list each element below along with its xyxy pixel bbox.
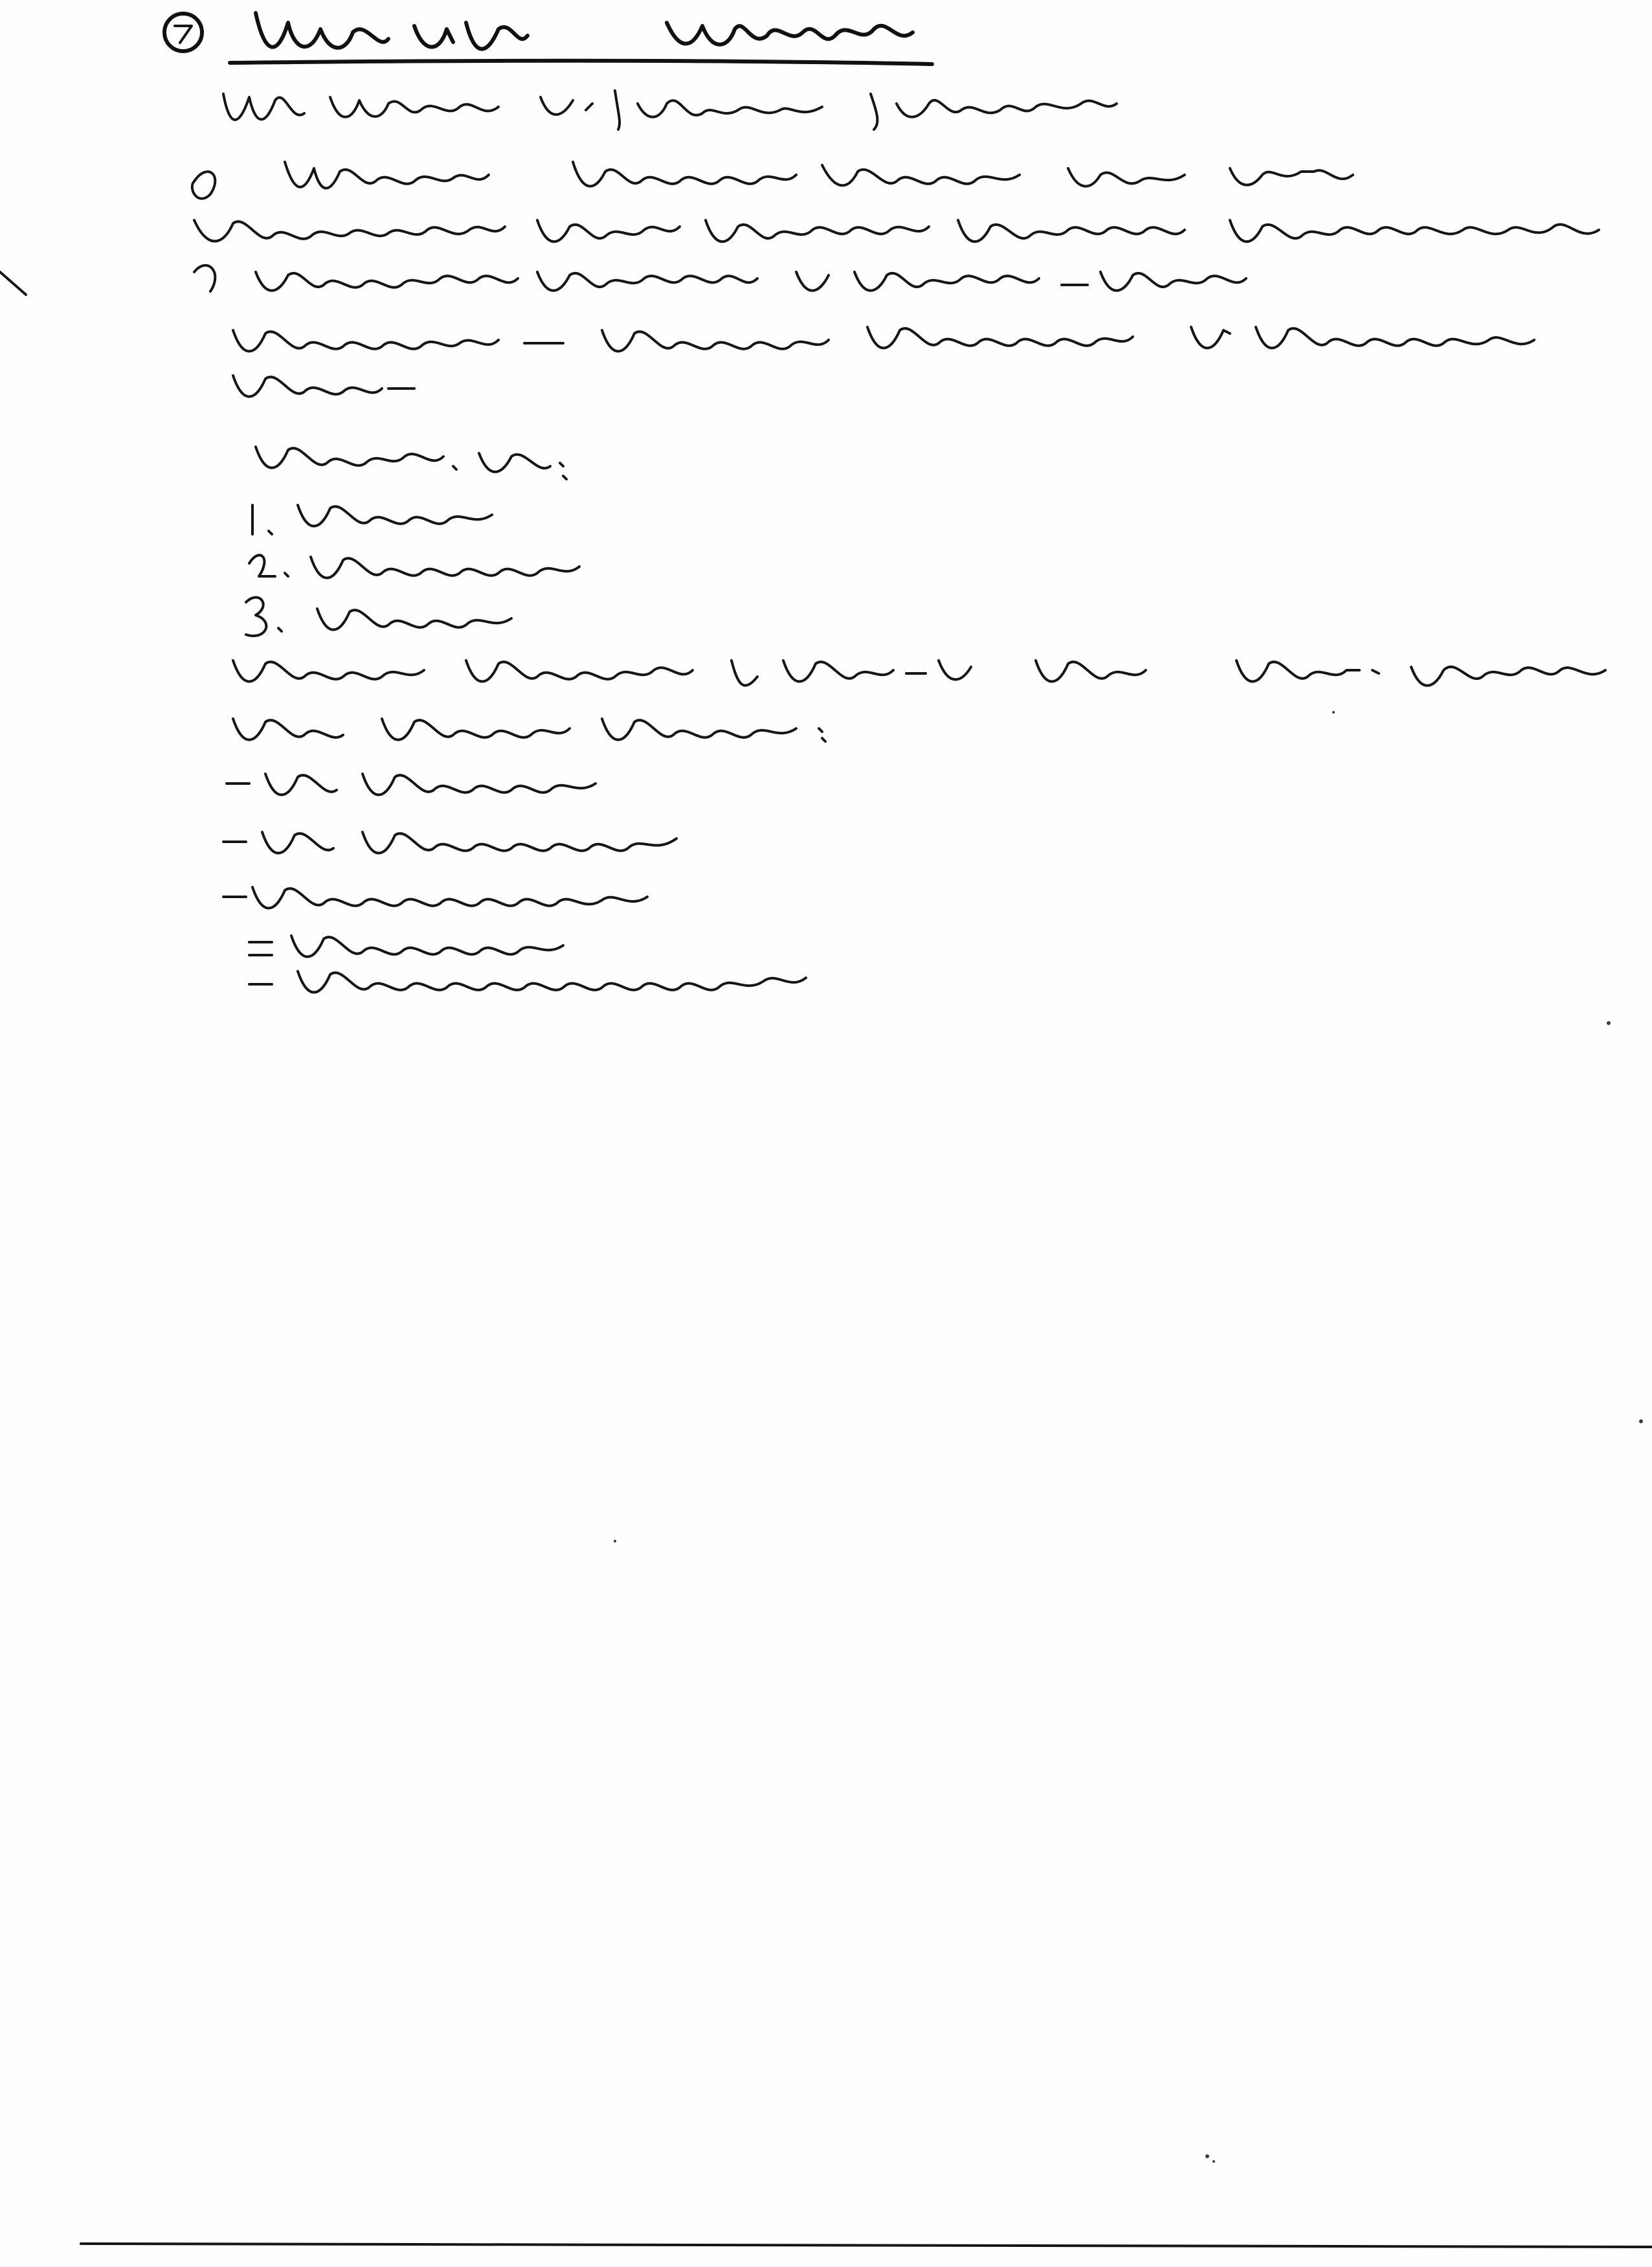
list-item-3 <box>246 598 511 636</box>
handwriting-line-5 <box>194 265 1246 291</box>
bottom-scan-edge <box>81 2242 1652 2247</box>
handwriting-line-3 <box>192 162 1353 199</box>
list-item-2 <box>249 555 579 578</box>
heading-handwriting <box>256 13 913 49</box>
dash-item-2 <box>223 832 676 853</box>
left-margin-mark <box>0 272 26 295</box>
circled-number-mark <box>164 14 202 51</box>
handwriting-line-2 <box>223 91 1117 130</box>
scan-speck <box>1332 711 1335 714</box>
scan-speck <box>1639 1419 1643 1423</box>
handwriting-line-4 <box>194 220 1599 242</box>
scan-speck <box>1212 2160 1215 2163</box>
dash-item-5 <box>249 971 806 993</box>
handwriting-line-9 <box>233 660 1605 686</box>
scan-speck <box>614 1540 616 1542</box>
heading-underline <box>230 61 932 64</box>
handwriting-line-6 <box>233 327 1534 352</box>
dash-item-4 <box>249 936 563 957</box>
scan-speck <box>1607 1021 1611 1025</box>
handwriting-line-10 <box>233 719 825 741</box>
dash-item-3 <box>223 887 647 908</box>
list-item-1 <box>252 505 492 534</box>
handwriting-line-7 <box>233 376 414 397</box>
circled-number-digit <box>175 26 192 43</box>
scan-speck <box>1205 2154 1209 2158</box>
handwriting-line-8 <box>256 447 566 479</box>
dash-item-1 <box>227 774 596 795</box>
